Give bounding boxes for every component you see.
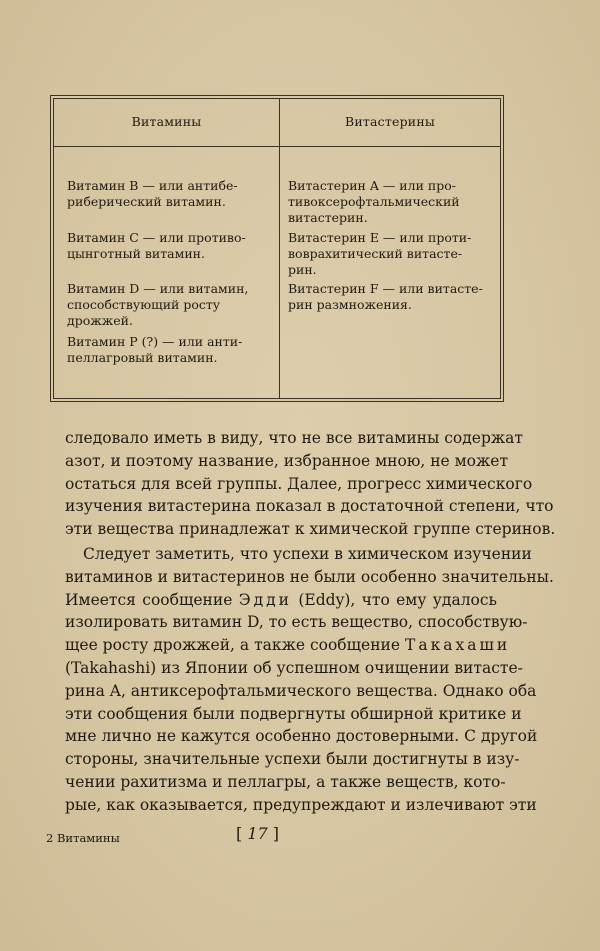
line-takahashi: щее росту дрожжей, а также сообщение Такахаши xyxy=(65,636,511,655)
table-column-divider xyxy=(279,99,280,398)
table-header-vitamins: Витамины xyxy=(131,114,202,129)
table-cell-vitasterin-f: Витастерин F — или витасте- рин размножения. xyxy=(288,281,483,312)
table-header-divider xyxy=(54,146,500,147)
paragraph-2: Следует заметить, что успехи в химическом изучении витаминов и витастеринов не были особенно значительны. Имеется сообщение Эдди (Eddy), что ему удалось изолировать витамин D, то есть вещество, способствую- щее росту дрожжей, а также сообщение Такахаши (Takahashi) из Японии об успешном очищении витасте- рина A, антиксерофтальмического вещества. Однако оба эти сообщения были подвергнуты обширной критике и мне лично не кажутся особенно достоверными. С другой стороны, значительные успехи были достигнуты в изу- чении рахитизма и пеллагры, а также веществ, кото- рые, как оказывается, предупреждают и излечивают эти xyxy=(65,545,554,814)
table-cell-vitamin-d: Витамин D — или витамин, способствующий росту дрожжей. xyxy=(67,281,249,328)
paragraph-1: следовало иметь в виду, что не все витамины содержат азот, и поэтому название, избранное мною, не может остаться для всей группы. Далее, прогресс химического изучения витастерина показал в достаточной степени, что эти вещества принадлежат к химической группе стеринов. xyxy=(65,429,556,539)
table-cell-vitasterin-e: Витастерин E — или проти- воврахитический витасте- рин. xyxy=(288,230,472,277)
line-eddy: Имеется сообщение Эдди (Eddy), что ему удалось xyxy=(65,590,497,609)
author-name-takahashi: Такахаши xyxy=(404,636,511,655)
table-cell-vitamin-c: Витамин C — или противо- цынготный витамин. xyxy=(67,230,246,261)
vitamin-table xyxy=(50,95,504,402)
page-number: [ 17 ] xyxy=(236,824,280,843)
table-cell-vitamin-p: Витамин P (?) — или анти- пеллагровый витамин. xyxy=(67,334,243,365)
signature-mark: 2 Витамины xyxy=(46,831,120,845)
table-header-vitasterins: Витастерины xyxy=(344,114,435,129)
author-name-eddy: Эдди xyxy=(238,590,293,609)
table-cell-vitamin-b: Витамин B — или антибе- риберический витамин. xyxy=(67,178,238,209)
table-cell-vitasterin-a: Витастерин A — или про- тивоксерофтальмический витастерин. xyxy=(288,178,460,225)
